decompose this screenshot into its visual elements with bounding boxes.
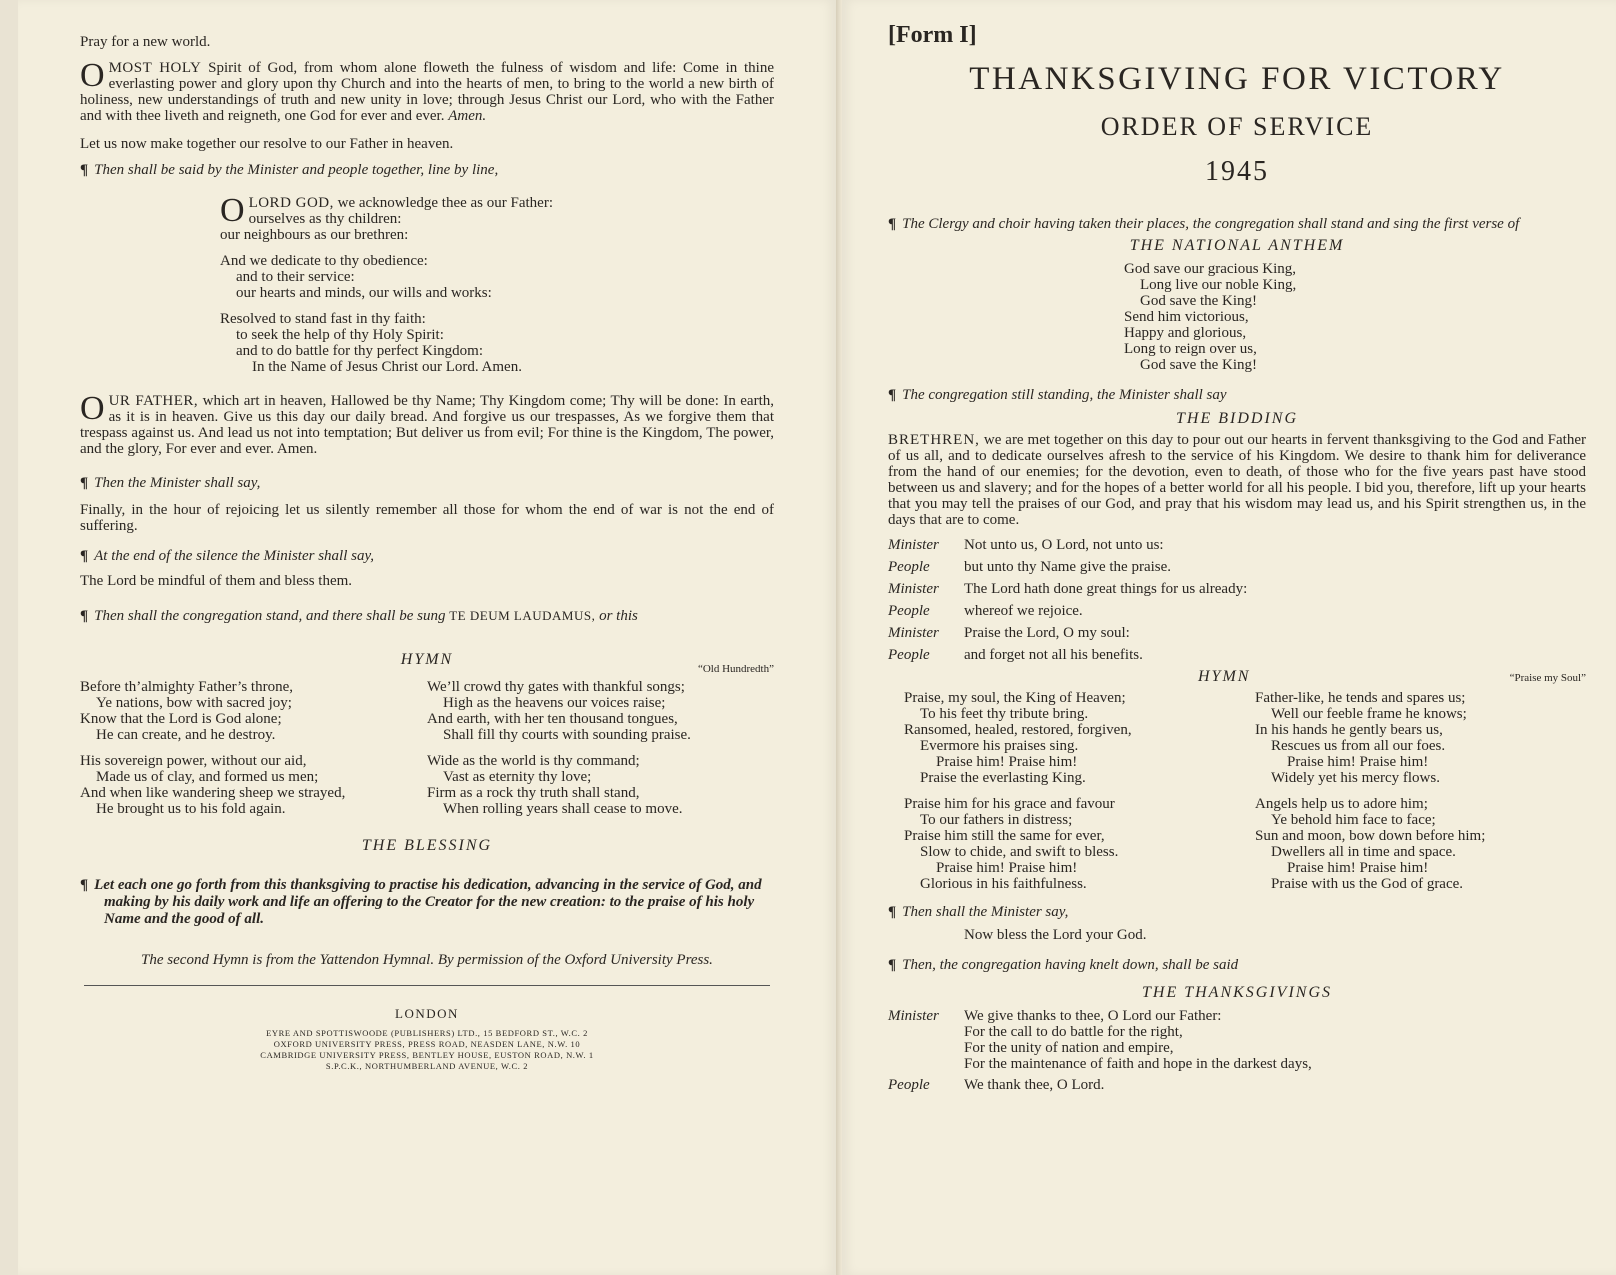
rubric-mark-icon: ¶ <box>80 877 89 893</box>
rubric-mark-icon: ¶ <box>888 957 897 973</box>
hymn-line: Praise, my soul, the King of Heaven; <box>904 690 1126 706</box>
hymn-line: He can create, and he destroy. <box>96 727 276 743</box>
collect-amen: Amen. <box>448 108 487 124</box>
rubric-still-standing <box>888 387 1586 404</box>
publisher-line: CAMBRIDGE UNIVERSITY PRESS, BENTLEY HOUSE, EUSTON ROAD, N.W. 1 <box>260 1050 594 1060</box>
rubric-knelt <box>888 957 1586 974</box>
rubric-mark-icon: ¶ <box>888 216 897 232</box>
service-year: 1945 <box>1205 156 1269 187</box>
rubric-line-by-line <box>80 162 774 179</box>
hymn-column <box>427 679 774 817</box>
bidding-lead: BRETHREN, <box>888 432 980 448</box>
anthem-line: Send him victorious, <box>1124 309 1249 325</box>
anthem-verse <box>1124 261 1586 373</box>
pray-line: Pray for a new world. <box>80 34 211 50</box>
hymn-line: High as the heavens our voices raise; <box>443 695 666 711</box>
resolve-stanza-2 <box>220 253 774 301</box>
rubric-mark-icon: ¶ <box>80 162 89 178</box>
collect-text: Spirit of God, from whom alone floweth the fulness of wisdom and life: Come in thine everlasting power and glory upon thy Church and into the hearts of men, to bring to the world a new birth of holiness, new understandings of truth and new unity in love; through Jesus Christ our Lord, who with the Father and with thee liveth and reigneth, one God for ever and ever. <box>80 60 774 124</box>
resolve-line: Resolved to stand fast in thy faith: <box>220 311 426 327</box>
response-text: and forget not all his benefits. <box>964 647 1143 663</box>
page-subtitle: ORDER OF SERVICE <box>1100 112 1374 141</box>
rubric-text: or this <box>595 608 638 624</box>
hymn-tune: “Old Hundredth” <box>697 663 774 675</box>
resolve-line: and to do battle for thy perfect Kingdom: <box>236 343 484 359</box>
anthem-line: God save the King! <box>1140 357 1258 373</box>
response-row <box>888 578 1586 600</box>
hymn-line: We’ll crowd thy gates with thankful songs; <box>427 679 685 695</box>
hymn-stanza <box>427 679 774 743</box>
lords-prayer-text: which art in heaven, Hallowed be thy Name; Thy Kingdom come; Thy will be done: In earth, as it is in heaven. Give us this day our daily bread. And forgive us our trespasses, As we forgive them that trespass against us. And lead us not into temptation; But deliver us from evil; For thine is the Kingdom, The power, and the glory, For ever and ever. Amen. <box>80 393 774 457</box>
anthem-title: THE NATIONAL ANTHEM <box>1129 237 1345 254</box>
rubric-text: The Clergy and choir having taken their places, the congregation shall stand and sing the first verse of <box>902 216 1520 232</box>
resolve-first: we acknowledge thee as our Father: <box>333 195 553 211</box>
response-text: Not unto us, O Lord, not unto us: <box>964 537 1164 553</box>
thanksgivings-minister <box>888 1008 1586 1072</box>
hymn-line: Praise him! Praise him! <box>936 860 1078 876</box>
hymn-line: Widely yet his mercy flows. <box>1271 770 1440 786</box>
thanks-line: For the maintenance of faith and hope in the darkest days, <box>964 1056 1312 1072</box>
hymn-line: Glorious in his faithfulness. <box>920 876 1087 892</box>
hymn-line: Praise him! Praise him! <box>1287 860 1429 876</box>
hymn-title: HYMN <box>1198 668 1251 685</box>
responses-list <box>888 534 1586 666</box>
hymn-line: Praise him! Praise him! <box>936 754 1078 770</box>
hymn-column <box>888 690 1235 892</box>
dropcap: O <box>80 390 105 427</box>
bidding-title: THE BIDDING <box>1176 410 1298 427</box>
hymn-tune: “Praise my Soul” <box>1509 672 1586 684</box>
hymn-line: Angels help us to adore him; <box>1255 796 1428 812</box>
blessing-text <box>80 877 774 928</box>
hymn-line: Ransomed, healed, restored, forgiven, <box>904 722 1132 738</box>
rubric-anthem <box>888 216 1586 233</box>
hymn-line: He brought us to his fold again. <box>96 801 286 817</box>
hymn-line: Shall fill thy courts with sounding praise. <box>443 727 691 743</box>
rubric-text: Then shall the congregation stand, and there shall be sung <box>94 608 446 624</box>
hymn-line: Praise him still the same for ever, <box>904 828 1105 844</box>
right-page <box>842 0 1616 1275</box>
anthem-line: God save the King! <box>1140 293 1258 309</box>
hymn-line: Ye behold him face to face; <box>1271 812 1436 828</box>
rubric-text: Then shall the Minister say, <box>902 904 1069 920</box>
hymn-line: Praise the everlasting King. <box>920 770 1086 786</box>
resolve-line: and to their service: <box>236 269 355 285</box>
response-speaker: Minister <box>888 1008 939 1024</box>
response-speaker: Minister <box>888 581 939 597</box>
response-speaker: People <box>888 559 930 575</box>
hymn-line: Dwellers all in time and space. <box>1271 844 1456 860</box>
blessing-title: THE BLESSING <box>361 837 493 854</box>
imprint-city: LONDON <box>395 1006 459 1021</box>
hymn-line: His sovereign power, without our aid, <box>80 753 307 769</box>
response-row <box>888 644 1586 666</box>
thanks-line: We give thanks to thee, O Lord our Father: <box>964 1008 1222 1024</box>
hymn-line: Ye nations, bow with sacred joy; <box>96 695 292 711</box>
response-speaker: People <box>888 1077 930 1093</box>
hymn-title: HYMN <box>400 651 454 668</box>
anthem-line: Happy and glorious, <box>1124 325 1247 341</box>
rubric-minister-say <box>80 475 774 492</box>
hymn-line: Made us of clay, and formed us men; <box>96 769 319 785</box>
divider-rule <box>84 985 770 986</box>
response-row <box>888 622 1586 644</box>
rubric-text: The congregation still standing, the Minister shall say <box>902 387 1227 403</box>
hymn-line: When rolling years shall cease to move. <box>443 801 683 817</box>
response-text: The Lord hath done great things for us already: <box>964 581 1248 597</box>
resolve-stanza-1 <box>220 192 640 243</box>
hymn-line: Father-like, he tends and spares us; <box>1255 690 1466 706</box>
thanksgivings-lines <box>964 1008 1312 1072</box>
hymn-line: Slow to chide, and swift to bless. <box>920 844 1119 860</box>
hymn-line: Evermore his praises sing. <box>920 738 1079 754</box>
rubric-text: Then, the congregation having knelt down, shall be said <box>902 957 1239 973</box>
hymn-line: Vast as eternity thy love; <box>443 769 592 785</box>
hymn-verses <box>888 690 1586 892</box>
hymn-line: Well our feeble frame he knows; <box>1271 706 1467 722</box>
hymn-line: Firm as a rock thy truth shall stand, <box>427 785 640 801</box>
hymn-line: And when like wandering sheep we strayed, <box>80 785 346 801</box>
rubric-text: At the end of the silence the Minister shall say, <box>94 548 375 564</box>
response-speaker: Minister <box>888 625 939 641</box>
smallcaps-lead: UR FATHER, <box>108 393 199 409</box>
rubric-mark-icon: ¶ <box>80 475 89 491</box>
anthem-line: Long to reign over us, <box>1124 341 1257 357</box>
rubric-minister-say <box>888 904 1586 921</box>
rubric-mark-icon: ¶ <box>888 904 897 920</box>
blessing-body: Let each one go forth from this thanksgiving to practise his dedication, advancing in the service of God, and making by his daily work and life an offering to the Creator for the new creation: to the praise of his holy Name and the good of all. <box>94 877 762 927</box>
anthem-line: Long live our noble King, <box>1140 277 1297 293</box>
response-speaker: Minister <box>888 537 939 553</box>
anthem-line: God save our gracious King, <box>1124 261 1297 277</box>
rubric-mark-icon: ¶ <box>888 387 897 403</box>
page-title: THANKSGIVING FOR VICTORY <box>969 61 1505 97</box>
rubric-mark-icon: ¶ <box>80 608 89 624</box>
hymn-line: To his feet thy tribute bring. <box>920 706 1089 722</box>
hymn-header <box>888 668 1586 686</box>
thanks-line: For the unity of nation and empire, <box>964 1040 1174 1056</box>
rubric-te-deum <box>80 607 774 625</box>
bidding-text: we are met together on this day to pour out our hearts in fervent thanksgiving to the God and Father of us all, and to dedicate ourselves afresh to the service of his Kingdom. We desire to thank him for deliverance from the hand of our enemies; for the devotion, even to death, of those who for the five years past have stood between us and slavery; and for the hopes of a better world for all his people. I bid you, therefore, lift up your hearts that you may tell the praises of our God, and pray that his wisdom may lead us, and his Spirit strengthen us, in the days that are to come. <box>888 432 1586 528</box>
hymn-column <box>80 679 427 817</box>
lords-prayer <box>80 390 774 457</box>
bidding-paragraph <box>888 432 1586 528</box>
publisher-line: S.P.C.K., NORTHUMBERLAND AVENUE, W.C. 2 <box>325 1061 529 1071</box>
publisher-line: EYRE AND SPOTTISWOODE (PUBLISHERS) LTD., 15 BEDFORD ST., W.C. 2 <box>266 1028 588 1038</box>
hymn-line: Praise with us the God of grace. <box>1271 876 1464 892</box>
left-page <box>18 0 836 1275</box>
hymn-line: Praise him! Praise him! <box>1287 754 1429 770</box>
hymn-line: And earth, with her ten thousand tongues, <box>427 711 678 727</box>
hymn-line: Praise him for his grace and favour <box>904 796 1115 812</box>
resolve-line: And we dedicate to thy obedience: <box>220 253 428 269</box>
response-text: We thank thee, O Lord. <box>964 1077 1105 1093</box>
hymn-stanza <box>80 753 427 817</box>
hymn-line: To our fathers in distress; <box>920 812 1073 828</box>
thanksgivings-people <box>888 1074 1586 1096</box>
dropcap: O <box>80 57 105 94</box>
permission-note: The second Hymn is from the Yattendon Hymnal. By permission of the Oxford University Press. <box>141 952 713 968</box>
resolve-line: our hearts and minds, our wills and works: <box>236 285 492 301</box>
rubric-end-silence <box>80 548 774 565</box>
hymn-line: Sun and moon, bow down before him; <box>1255 828 1486 844</box>
response-speaker: People <box>888 647 930 663</box>
hymn-stanza <box>80 679 427 743</box>
rubric-mark-icon: ¶ <box>80 548 89 564</box>
resolve-line: to seek the help of thy Holy Spirit: <box>236 327 444 343</box>
te-deum-smallcaps: TE DEUM LAUDAMUS, <box>449 608 596 623</box>
response-row <box>888 534 1586 556</box>
form-label: [Form I] <box>888 22 977 48</box>
collect-paragraph <box>80 57 774 124</box>
response-row <box>888 600 1586 622</box>
hymn-stanza <box>427 753 774 817</box>
mindful-text: The Lord be mindful of them and bless them. <box>80 573 353 589</box>
resolve-stanza-3 <box>220 311 774 375</box>
hymn-header <box>80 651 774 675</box>
smallcaps-lead: MOST HOLY <box>108 60 202 76</box>
hymn-stanza <box>904 690 1235 786</box>
hymn-line: Know that the Lord is God alone; <box>80 711 282 727</box>
response-text: whereof we rejoice. <box>964 603 1083 619</box>
hymn-stanza <box>904 796 1235 892</box>
publisher-list <box>80 1028 774 1072</box>
dropcap: O <box>220 192 245 229</box>
bless-text: Now bless the Lord your God. <box>964 927 1147 943</box>
response-row <box>888 556 1586 578</box>
hymn-line: Wide as the world is thy command; <box>427 753 640 769</box>
smallcaps-lead: LORD GOD, <box>248 195 334 211</box>
resolve-line: In the Name of Jesus Christ our Lord. Amen. <box>252 359 522 375</box>
hymn-column <box>1235 690 1586 892</box>
rubric-text: Then shall be said by the Minister and people together, line by line, <box>94 162 499 178</box>
thanksgivings-title: THE THANKSGIVINGS <box>1141 984 1332 1001</box>
hymn-line: Rescues us from all our foes. <box>1271 738 1446 754</box>
hymn-line: Before th’almighty Father’s throne, <box>80 679 294 695</box>
thanks-line: For the call to do battle for the right, <box>964 1024 1183 1040</box>
resolve-line: our neighbours as our brethren: <box>220 227 409 243</box>
finally-text: Finally, in the hour of rejoicing let us silently remember all those for whom the end of war is not the end of suffering. <box>80 502 774 534</box>
response-text: but unto thy Name give the praise. <box>964 559 1172 575</box>
resolve-intro: Let us now make together our resolve to our Father in heaven. <box>80 136 454 152</box>
resolve-line: ourselves as thy children: <box>248 211 402 227</box>
response-text: Praise the Lord, O my soul: <box>964 625 1130 641</box>
hymn-line: In his hands he gently bears us, <box>1255 722 1443 738</box>
hymn-stanza <box>1255 796 1586 892</box>
response-speaker: People <box>888 603 930 619</box>
hymn-verses <box>80 679 774 817</box>
rubric-text: Then the Minister shall say, <box>94 475 261 491</box>
publisher-line: OXFORD UNIVERSITY PRESS, PRESS ROAD, NEASDEN LANE, N.W. 10 <box>273 1039 581 1049</box>
hymn-stanza <box>1255 690 1586 786</box>
